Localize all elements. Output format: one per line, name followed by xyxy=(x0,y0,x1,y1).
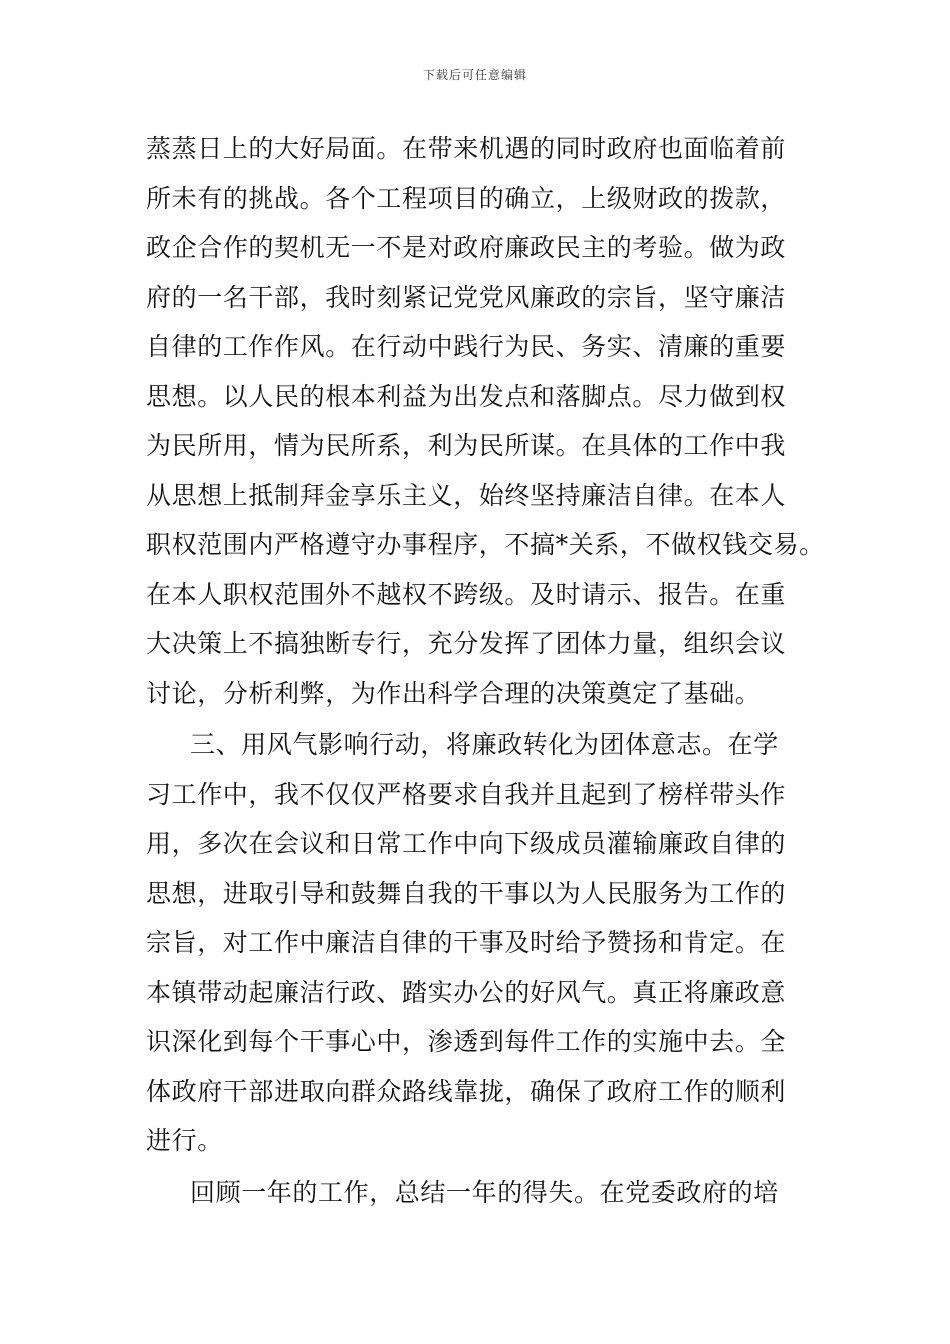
paragraph-3 xyxy=(146,1168,816,1218)
text-line: 所未有的挑战。各个工程项目的确立，上级财政的拨款， xyxy=(146,183,787,213)
text-line: 思想。以人民的根本利益为出发点和落脚点。尽力做到权 xyxy=(146,381,787,411)
text-line: 讨论，分析利弊，为作出科学合理的决策奠定了基础。 xyxy=(146,678,761,708)
text-line: 职权范围内严格遵守办事程序，不搞*关系，不做权钱交易。 xyxy=(146,530,825,559)
text-line: 进行。 xyxy=(146,1126,223,1155)
text-line: 宗旨，对工作中廉洁自律的干事及时给予赞扬和肯定。在 xyxy=(146,928,787,957)
text-line: 为民所用，情为民所系，利为民所谋。在具体的工作中我 xyxy=(146,431,787,460)
text-line: 思想，进取引导和鼓舞自我的干事以为人民服务为工作的 xyxy=(146,878,787,908)
text-line: 自律的工作作风。在行动中践行为民、务实、清廉的重要 xyxy=(146,332,787,361)
text-line: 回顾一年的工作，总结一年的得失。在党委政府的培 xyxy=(190,1177,779,1207)
text-line: 蒸蒸日上的大好局面。在带来机遇的同时政府也面临着前 xyxy=(146,134,787,163)
text-line: 从思想上抵制拜金享乐主义，始终坚持廉洁自律。在本人 xyxy=(146,480,787,510)
text-line: 识深化到每个干事心中，渗透到每件工作的实施中去。全 xyxy=(146,1027,787,1056)
body-text xyxy=(146,124,825,1217)
text-line: 本镇带动起廉洁行政、踏实办公的好风气。真正将廉政意 xyxy=(146,977,787,1007)
text-line: 政企合作的契机无一不是对政府廉政民主的考验。做为政 xyxy=(146,233,787,262)
paragraph-1 xyxy=(146,124,825,718)
text-line: 府的一名干部，我时刻紧记党党风廉政的宗旨，坚守廉洁 xyxy=(146,282,787,312)
text-line: 体政府干部进取向群众路线靠拢，确保了政府工作的顺利 xyxy=(146,1076,787,1106)
text-line: 在本人职权范围外不越权不跨级。及时请示、报告。在重 xyxy=(146,579,787,609)
header-note: 下载后可任意编辑 xyxy=(422,68,527,82)
text-line: 用，多次在会议和日常工作中向下级成员灌输廉政自律的 xyxy=(146,829,787,858)
text-line: 大决策上不搞独断专行，充分发挥了团体力量，组织会议 xyxy=(146,629,787,658)
text-line: 习工作中，我不仅仅严格要求自我并且起到了榜样带头作 xyxy=(146,779,787,809)
paragraph-2 xyxy=(146,720,816,1166)
text-line: 三、用风气影响行动，将廉政转化为团体意志。在学 xyxy=(190,730,779,759)
